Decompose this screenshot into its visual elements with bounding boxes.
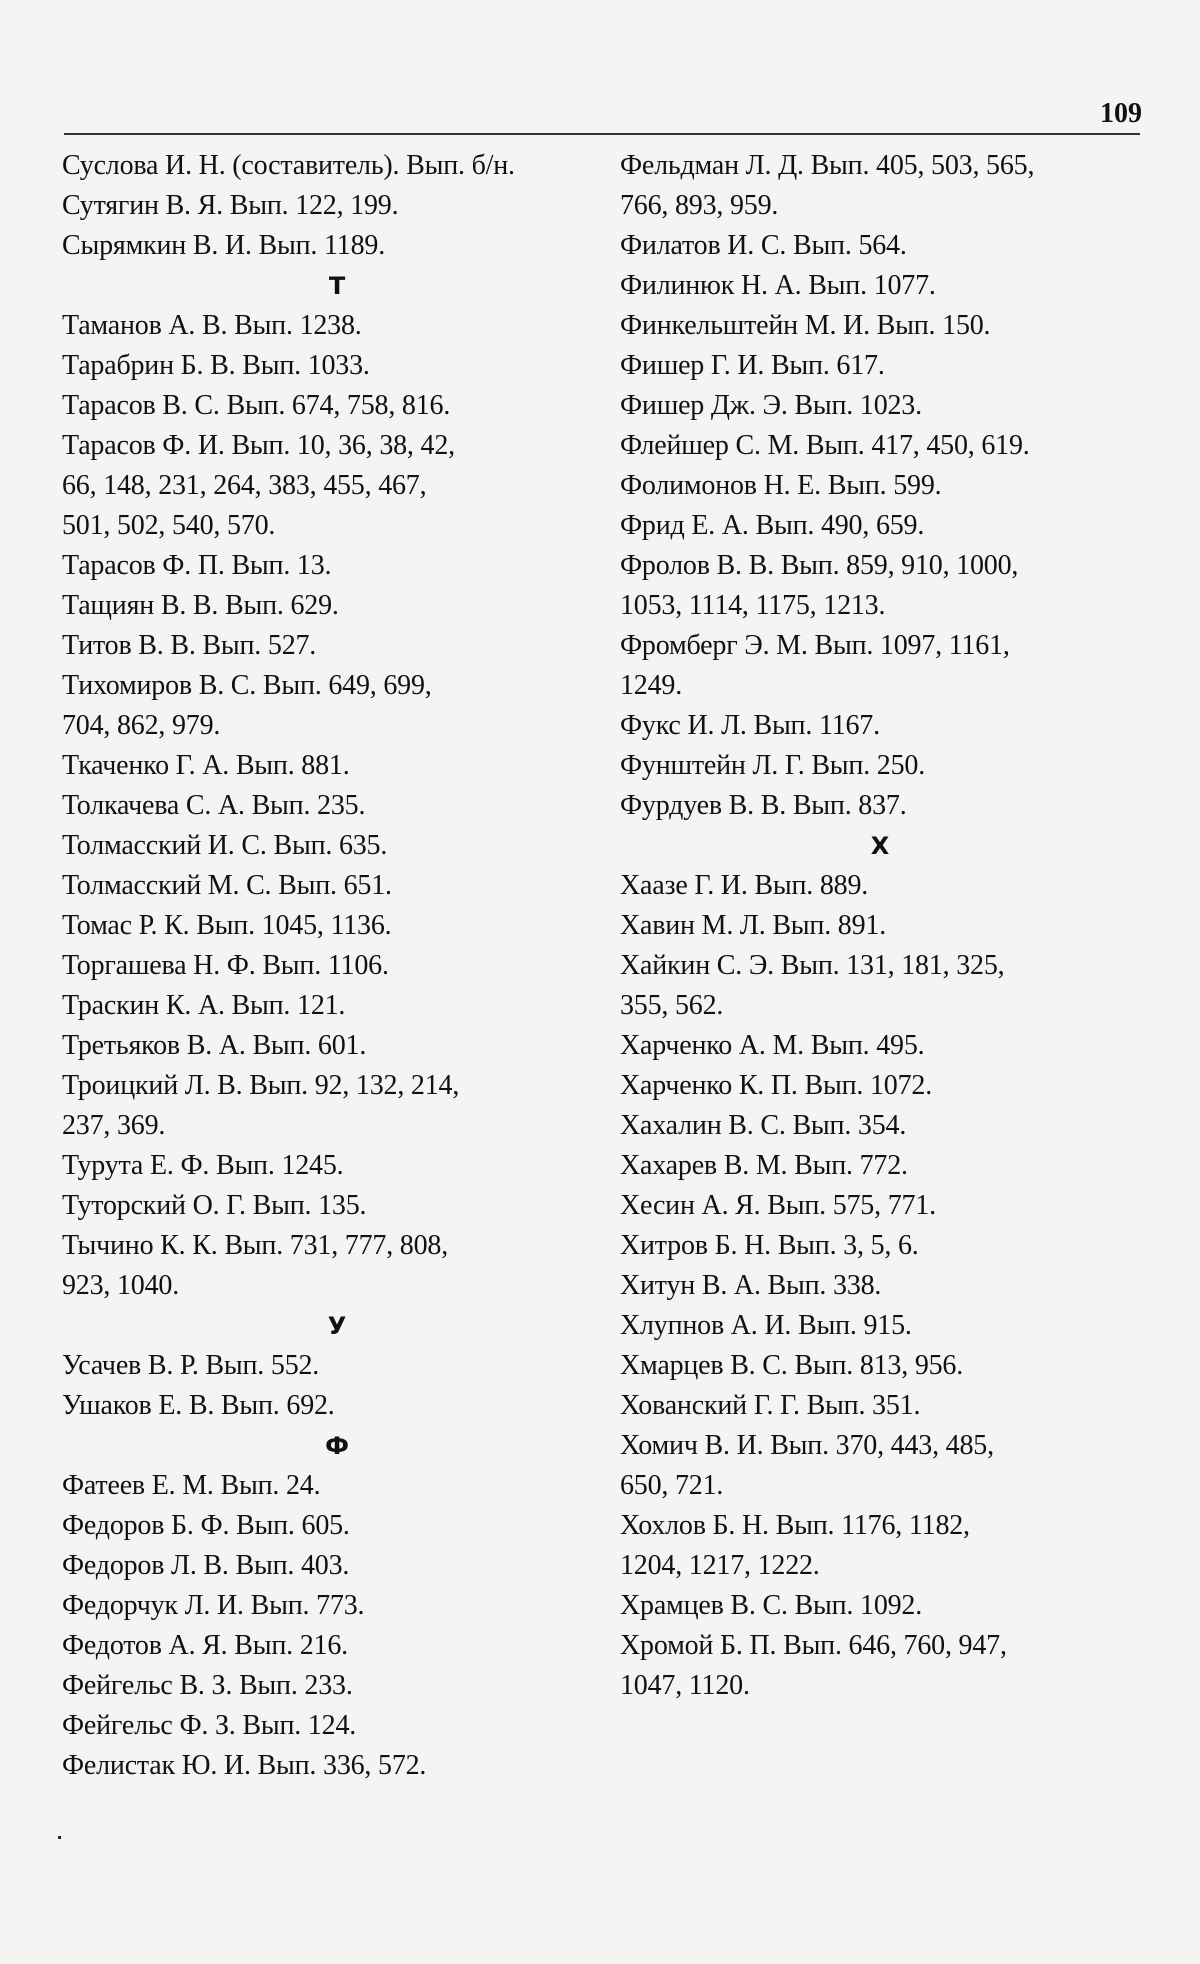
index-entry-line: Тихомиров В. С. Вып. 649, 699,: [62, 670, 432, 701]
index-entry-line: Федорчук Л. И. Вып. 773.: [62, 1590, 365, 1621]
index-entry-line: Толмасский М. С. Вып. 651.: [62, 870, 392, 901]
index-entry-line: Тащиян В. В. Вып. 629.: [62, 590, 339, 621]
index-entry-line: Хитров Б. Н. Вып. 3, 5, 6.: [620, 1230, 919, 1261]
index-entry-line: Усачев В. Р. Вып. 552.: [62, 1350, 320, 1381]
index-entry-line: 923, 1040.: [62, 1270, 180, 1301]
index-entry-line: Хавин М. Л. Вып. 891.: [620, 910, 886, 941]
index-entry-line: Харченко А. М. Вып. 495.: [620, 1030, 925, 1061]
index-entry-line: Хованский Г. Г. Вып. 351.: [620, 1390, 921, 1421]
index-entry-line: Хахарев В. М. Вып. 772.: [620, 1150, 908, 1181]
index-entry-line: Федотов А. Я. Вып. 216.: [62, 1630, 348, 1661]
index-entry-line: Торгашева Н. Ф. Вып. 1106.: [62, 950, 389, 981]
index-entry-line: Федоров Л. В. Вып. 403.: [62, 1550, 350, 1581]
index-entry-line: 1204, 1217, 1222.: [620, 1550, 820, 1581]
index-entry-line: Тарабрин Б. В. Вып. 1033.: [62, 350, 370, 381]
index-entry-line: 237, 369.: [62, 1110, 166, 1141]
index-entry-line: Фейгельс Ф. З. Вып. 124.: [62, 1710, 357, 1741]
index-entry-line: Сутягин В. Я. Вып. 122, 199.: [62, 190, 399, 221]
index-entry-line: Таманов А. В. Вып. 1238.: [62, 310, 362, 341]
index-entry-line: Храмцев В. С. Вып. 1092.: [620, 1590, 923, 1621]
index-entry-line: Фолимонов Н. Е. Вып. 599.: [620, 470, 942, 501]
page-number: 109: [1100, 98, 1142, 129]
index-entry-line: 501, 502, 540, 570.: [62, 510, 276, 541]
index-entry-line: Тычино К. К. Вып. 731, 777, 808,: [62, 1230, 448, 1261]
index-entry-line: 1053, 1114, 1175, 1213.: [620, 590, 886, 621]
index-entry-line: Хитун В. А. Вып. 338.: [620, 1270, 882, 1301]
section-letter-heading: Т: [328, 272, 346, 300]
index-entry-line: Толкачева С. А. Вып. 235.: [62, 790, 366, 821]
index-entry-line: Хмарцев В. С. Вып. 813, 956.: [620, 1350, 964, 1381]
index-entry-line: Фурдуев В. В. Вып. 837.: [620, 790, 907, 821]
index-entry-line: Толмасский И. С. Вып. 635.: [62, 830, 388, 861]
index-entry-line: 1047, 1120.: [620, 1670, 750, 1701]
index-entry-line: Сырямкин В. И. Вып. 1189.: [62, 230, 385, 261]
index-entry-line: Фишер Дж. Э. Вып. 1023.: [620, 390, 922, 421]
header-rule: [64, 133, 1140, 135]
index-entry-line: Тарасов Ф. П. Вып. 13.: [62, 550, 332, 581]
index-entry-line: Фельдман Л. Д. Вып. 405, 503, 565,: [620, 150, 1035, 181]
index-entry-line: Троицкий Л. В. Вып. 92, 132, 214,: [62, 1070, 460, 1101]
section-letter-heading: У: [327, 1312, 347, 1340]
index-entry-line: Хайкин С. Э. Вып. 131, 181, 325,: [620, 950, 1005, 981]
index-entry-line: Фрид Е. А. Вып. 490, 659.: [620, 510, 925, 541]
index-entry-line: Хлупнов А. И. Вып. 915.: [620, 1310, 912, 1341]
index-entry-line: Хаазе Г. И. Вып. 889.: [620, 870, 869, 901]
index-entry-line: Хахалин В. С. Вып. 354.: [620, 1110, 907, 1141]
index-entry-line: 650, 721.: [620, 1470, 724, 1501]
print-speck: [58, 1836, 61, 1839]
section-letter-heading: Ф: [325, 1432, 349, 1460]
index-entry-line: 766, 893, 959.: [620, 190, 779, 221]
index-entry-line: Филинюк Н. А. Вып. 1077.: [620, 270, 936, 301]
index-entry-line: Фукс И. Л. Вып. 1167.: [620, 710, 880, 741]
index-entry-line: Федоров Б. Ф. Вып. 605.: [62, 1510, 350, 1541]
index-entry-line: Фатеев Е. М. Вып. 24.: [62, 1470, 321, 1501]
index-entry-line: Траскин К. А. Вып. 121.: [62, 990, 346, 1021]
section-letter-heading: Х: [870, 832, 890, 860]
index-entry-line: 355, 562.: [620, 990, 724, 1021]
index-entry-line: Фромберг Э. М. Вып. 1097, 1161,: [620, 630, 1010, 661]
index-entry-line: Туторский О. Г. Вып. 135.: [62, 1190, 367, 1221]
index-entry-line: Фролов В. В. Вып. 859, 910, 1000,: [620, 550, 1019, 581]
index-entry-line: Фунштейн Л. Г. Вып. 250.: [620, 750, 925, 781]
index-entry-line: Хесин А. Я. Вып. 575, 771.: [620, 1190, 936, 1221]
index-entry-line: 1249.: [620, 670, 683, 701]
index-entry-line: Тарасов Ф. И. Вып. 10, 36, 38, 42,: [62, 430, 455, 461]
index-entry-line: Харченко К. П. Вып. 1072.: [620, 1070, 932, 1101]
index-entry-line: Третьяков В. А. Вып. 601.: [62, 1030, 367, 1061]
index-column-left: [62, 146, 582, 1786]
index-entry-line: Хромой Б. П. Вып. 646, 760, 947,: [620, 1630, 1007, 1661]
index-entry-line: Фишер Г. И. Вып. 617.: [620, 350, 885, 381]
index-entry-line: Финкельштейн М. И. Вып. 150.: [620, 310, 991, 341]
index-entry-line: Суслова И. Н. (составитель). Вып. б/н.: [62, 150, 515, 181]
index-entry-line: Ушаков Е. В. Вып. 692.: [62, 1390, 335, 1421]
index-entry-line: Тарасов В. С. Вып. 674, 758, 816.: [62, 390, 451, 421]
index-entry-line: Фейгельс В. З. Вып. 233.: [62, 1670, 353, 1701]
index-entry-line: Хомич В. И. Вып. 370, 443, 485,: [620, 1430, 994, 1461]
index-entry-line: Филатов И. С. Вып. 564.: [620, 230, 907, 261]
index-entry-line: Титов В. В. Вып. 527.: [62, 630, 317, 661]
index-entry-line: 704, 862, 979.: [62, 710, 221, 741]
index-entry-line: Флейшер С. М. Вып. 417, 450, 619.: [620, 430, 1030, 461]
index-entry-line: Фелистак Ю. И. Вып. 336, 572.: [62, 1750, 427, 1781]
index-entry-line: Турута Е. Ф. Вып. 1245.: [62, 1150, 344, 1181]
index-entry-line: Хохлов Б. Н. Вып. 1176, 1182,: [620, 1510, 970, 1541]
index-column-right: [620, 146, 1160, 1706]
index-entry-line: Томас Р. К. Вып. 1045, 1136.: [62, 910, 392, 941]
index-entry-line: 66, 148, 231, 264, 383, 455, 467,: [62, 470, 427, 501]
index-entry-line: Ткаченко Г. А. Вып. 881.: [62, 750, 350, 781]
